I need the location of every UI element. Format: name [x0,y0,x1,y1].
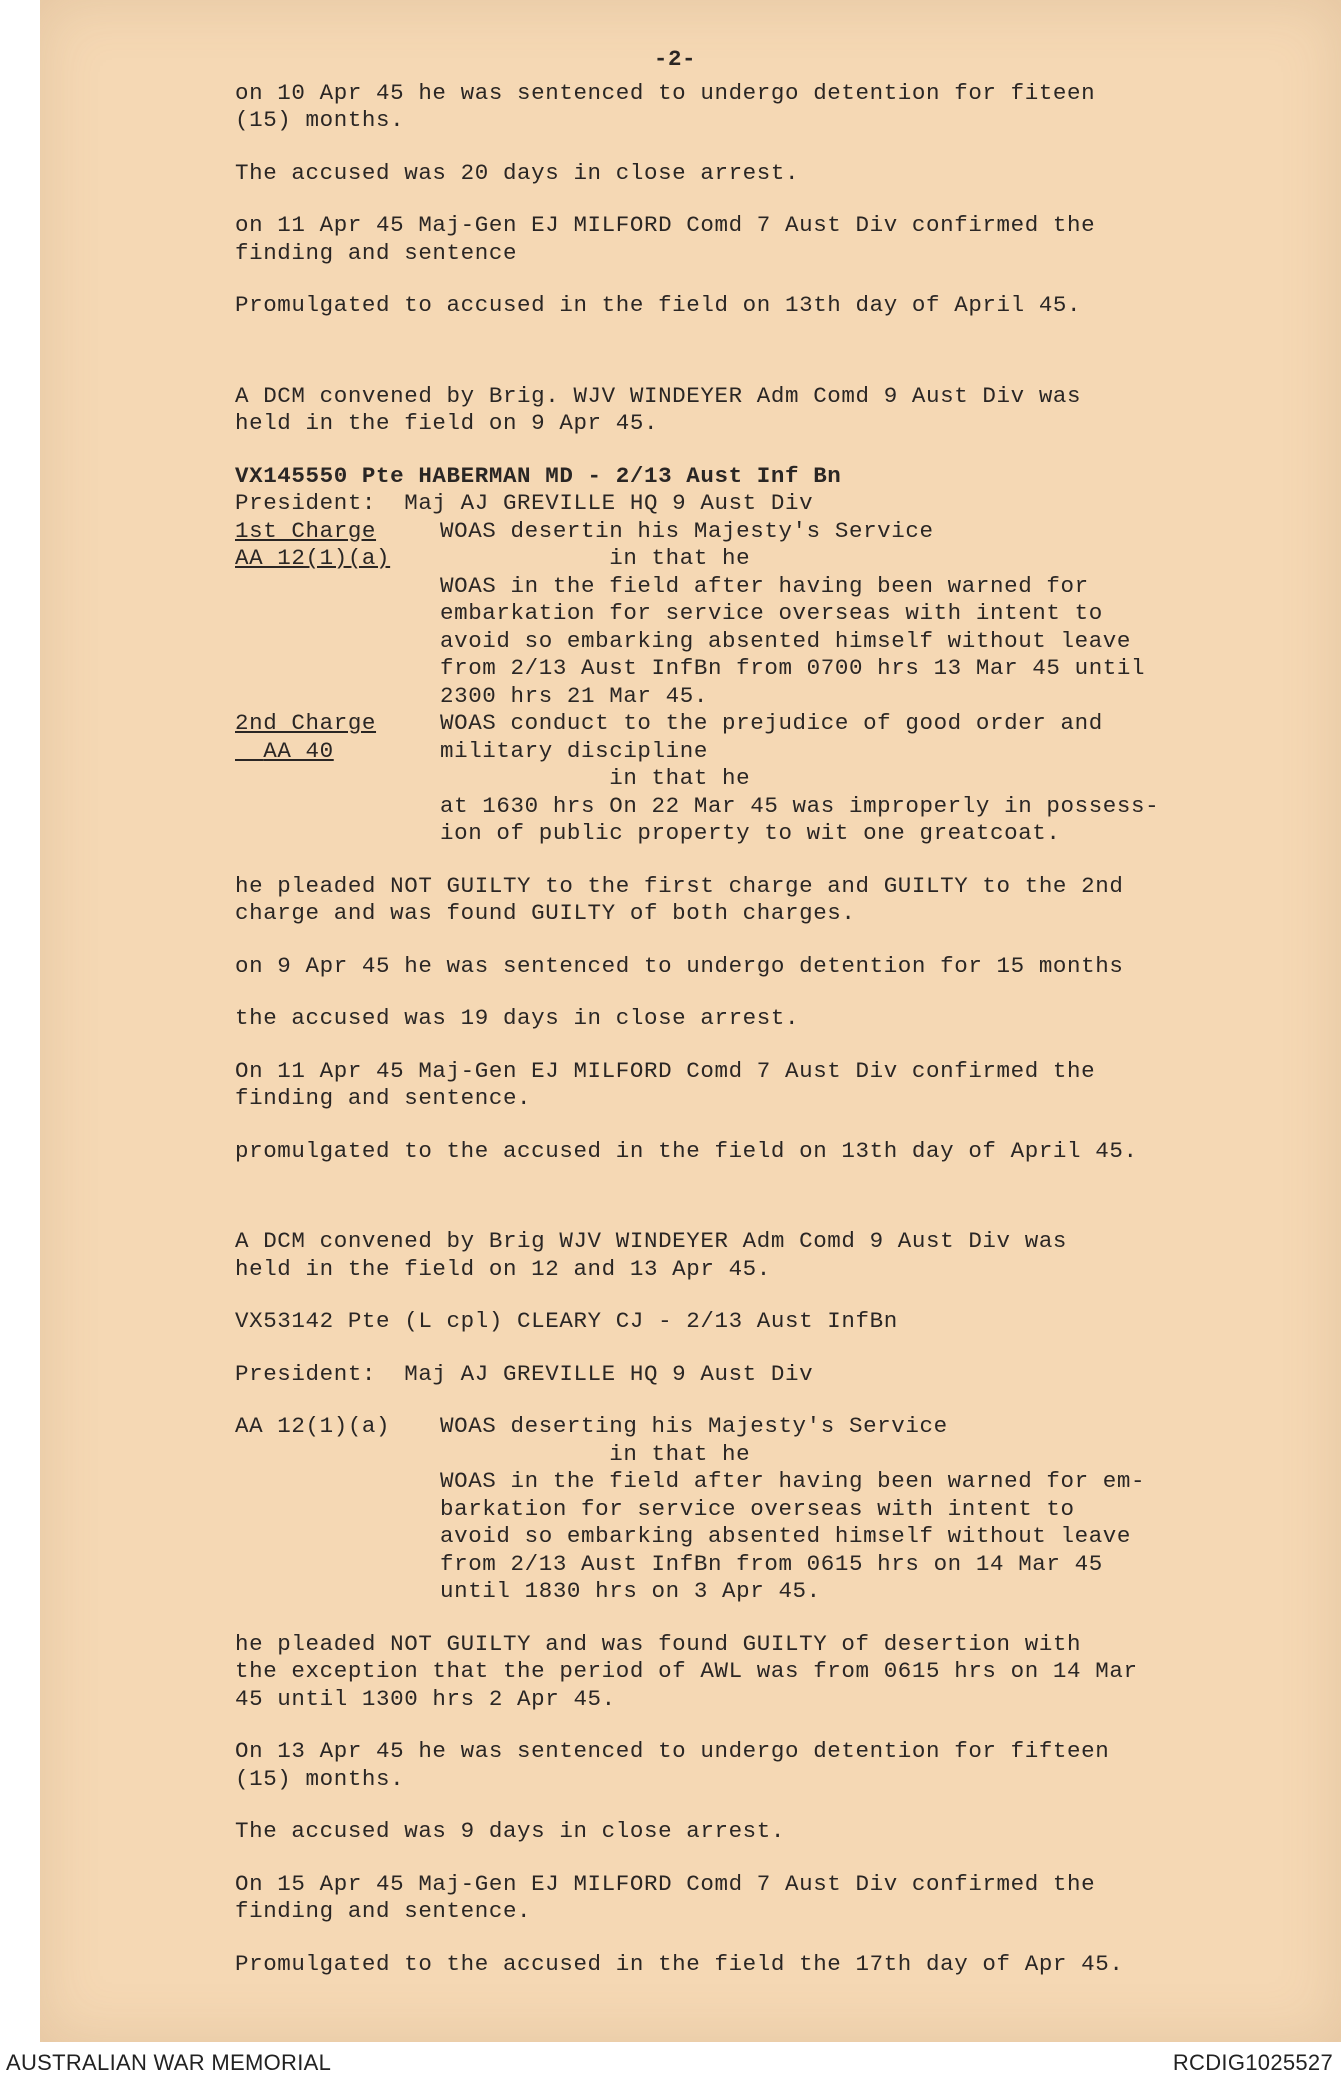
b2-confirmation: On 11 Apr 45 Maj-Gen EJ MILFORD Comd 7 Aust Div confirmed the finding and sentence. [235,1057,1096,1111]
b2-charge-2-label: 2nd Charge AA 40 [235,710,377,764]
b3-sentence: On 13 Apr 45 he was sentenced to undergo detention for fifteen (15) months. [235,1738,1110,1792]
b2-convened: A DCM convened by Brig. WJV WINDEYER Adm Comd 9 Aust Div was held in the field on 9 Apr 45. [235,382,1082,436]
b2-sentence: on 9 Apr 45 he was sentenced to undergo detention for 15 months [235,952,1124,979]
b3-promulgation: Promulgated to the accused in the field the 17th day of Apr 45. [235,1950,1124,1977]
b1-promulgation: Promulgated to accused in the field on 13th day of April 45. [235,292,1082,318]
footer-institution: AUSTRALIAN WAR MEMORIAL [6,2050,332,2075]
b2-promulgation: promulgated to the accused in the field on 13th day of April 45. [235,1137,1138,1164]
typed-record [235,46,1295,2003]
b2-plea: he pleaded NOT GUILTY to the first charge and GUILTY to the 2nd charge and was found GUILTY of both charges. [235,872,1124,926]
b1-arrest: The accused was 20 days in close arrest. [235,159,800,186]
spacer [235,1190,1295,1228]
b3-confirmation: On 15 Apr 45 Maj-Gen EJ MILFORD Comd 7 Aust Div confirmed the finding and sentence. [235,1870,1096,1924]
page-number: -2- [653,46,697,72]
b2-charge-1-label: 1st Charge AA 12(1)(a) [235,517,391,571]
b3-president: President: Maj AJ GREVILLE HQ 9 Aust Div [235,1360,814,1387]
b2-accused: VX145550 Pte HABERMAN MD - 2/13 Aust Inf Bn [235,462,842,489]
b2-charge-1-text: WOAS desertin his Majesty's Service in that he WOAS in the field after having been warned for embarkation for service overseas with intent to avoid so embarking absented himself without leave from 2/13 Aust InfBn from 0700 hrs 13 Mar 45 until 2300 hrs 21 Mar 45. [440,517,1146,709]
footer-record-id: RCDIG1025527 [1172,2050,1333,2075]
b3-charge-label: AA 12(1)(a) [235,1413,391,1439]
b3-convened: A DCM convened by Brig WJV WINDEYER Adm Comd 9 Aust Div was held in the field on 12 and 13 Apr 45. [235,1228,1068,1282]
b3-accused: VX53142 Pte (L cpl) CLEARY CJ - 2/13 Aust InfBn [235,1308,898,1334]
b3-plea: he pleaded NOT GUILTY and was found GUILTY of desertion with the exception that the period of AWL was from 0615 hrs on 14 Mar 45 until 1300 hrs 2 Apr 45. [235,1630,1138,1712]
b3-arrest: The accused was 9 days in close arrest. [235,1818,785,1844]
b1-confirmation: on 11 Apr 45 Maj-Gen EJ MILFORD Comd 7 Aust Div confirmed the finding and sentence [235,212,1096,266]
b3-charge [235,1413,1295,1606]
b2-charge-2 [235,710,1295,848]
b2-charge-2-text: WOAS conduct to the prejudice of good order and military discipline in that he at 1630 hrs On 22 Mar 45 was improperly in possess- ion of public property to wit one greatcoat. [440,710,1160,846]
b2-arrest: the accused was 19 days in close arrest. [235,1005,800,1031]
spacer [235,345,1295,383]
b1-sentence: on 10 Apr 45 he was sentenced to undergo detention for fiteen (15) months. [235,79,1096,133]
b3-charge-text: WOAS deserting his Majesty's Service in that he WOAS in the field after having been warned for em- barkation for service overseas with intent to avoid so embarking absented himself without leave from 2/13 Aust InfBn from 0615 hrs on 14 Mar 45 until 1830 hrs on 3 Apr 45. [440,1413,1146,1604]
archive-footer [0,2048,1343,2082]
b2-president: President: Maj AJ GREVILLE HQ 9 Aust Div [235,490,814,516]
b2-charge-1 [235,518,1295,711]
